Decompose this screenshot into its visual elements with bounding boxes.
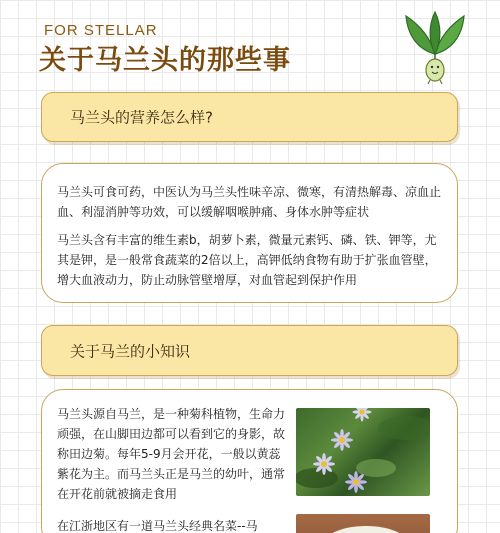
page-title: 关于马兰头的那些事 <box>39 45 291 76</box>
section-heading-text: 关于马兰的小知识 <box>70 342 191 360</box>
section-heading-text: 马兰头的营养怎么样? <box>70 108 213 127</box>
knowledge-card <box>41 389 458 533</box>
knowledge-paragraph: 在江浙地区有一道马兰头经典名菜--马 <box>57 519 258 533</box>
dish-photo <box>296 514 430 533</box>
leaf-mascot-icon <box>402 10 468 84</box>
section-heading-nutrition <box>41 92 458 142</box>
nutrition-paragraph: 马兰头含有丰富的维生素b，胡萝卜素，微量元素钙、磷、铁、钾等，尤其是钾，是一般常食蔬菜的2倍以上，高钾低纳食物有助于扩张血管壁，增大血液动力，防止动脉管壁增厚，对血管起到保护作用 <box>57 233 437 287</box>
dish-photo-illustration <box>296 514 430 533</box>
flower-photo-illustration <box>296 408 430 496</box>
brand-label: FOR STELLAR <box>44 22 158 39</box>
section-heading-knowledge <box>41 325 458 376</box>
nutrition-paragraph: 马兰头可食可药，中医认为马兰头性味辛凉、微寒，有清热解毒、凉血止血、利湿消肿等功效，可以缓解咽喉肿痛、身体水肿等症状 <box>57 185 442 219</box>
aster-flower-photo <box>296 408 430 496</box>
nutrition-card <box>41 163 458 303</box>
knowledge-paragraph: 马兰头源自马兰，是一种菊科植物，生命力顽强，在山脚田边都可以看到它的身影，故称田边菊。每年5-9月会开花，一般以黄蕊紫花为主。而马兰头正是马兰的幼叶，通常在开花前就被摘走食用 <box>57 407 286 501</box>
